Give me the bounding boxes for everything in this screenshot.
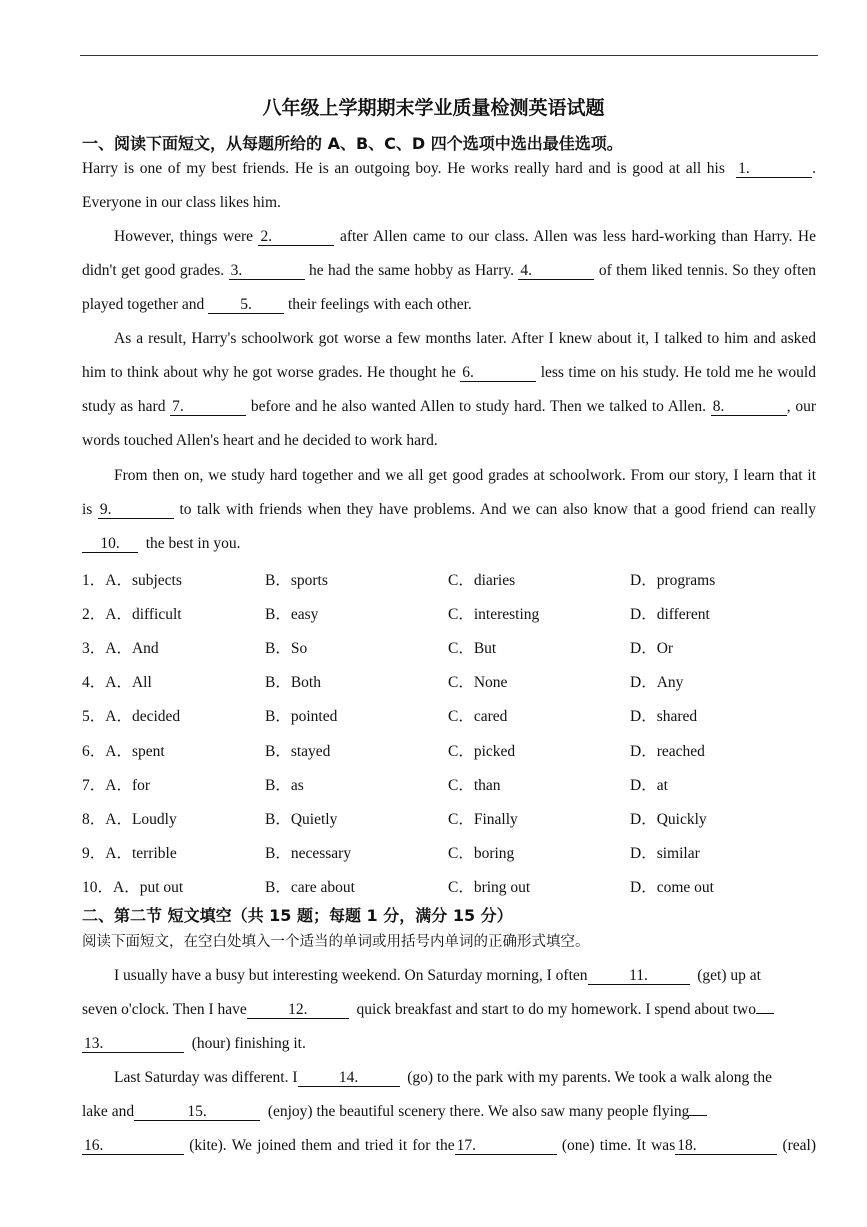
option-choice[interactable]: B．pointed <box>265 708 338 726</box>
passage-line: didn't get good grades. 3. he had the same hobby as Harry. 4. of them liked tennis. So they often <box>82 262 817 279</box>
option-choice[interactable]: C．cared <box>448 708 508 726</box>
blank-4[interactable]: 4. <box>518 262 594 280</box>
blank-18[interactable]: 18. <box>675 1137 777 1155</box>
option-choice[interactable]: C．interesting <box>448 606 540 624</box>
option-choice[interactable]: D．at <box>630 776 668 794</box>
option-choice[interactable]: C．than <box>448 776 501 794</box>
blank-5[interactable]: 5. <box>208 296 284 314</box>
blank-10[interactable]: 10. <box>82 535 138 553</box>
blank-3[interactable]: 3. <box>229 262 305 280</box>
blank-16[interactable]: 16. <box>82 1137 184 1155</box>
option-choice[interactable]: D．reached <box>630 742 705 760</box>
option-row <box>82 704 816 724</box>
option-row <box>82 773 816 793</box>
option-choice[interactable]: C．But <box>448 640 497 658</box>
passage-line: study as hard 7. before and he also wanted Allen to study hard. Then we talked to Allen. 8. , our <box>82 398 817 415</box>
passage-line: Last Saturday was different. I 14. (go) to the park with my parents. We took a walk along the <box>114 1069 773 1086</box>
blank-14[interactable]: 14. <box>298 1069 400 1087</box>
option-choice[interactable]: B．So <box>265 640 308 658</box>
blank-2[interactable]: 2. <box>258 228 334 246</box>
blank-15[interactable]: 15. <box>134 1103 260 1121</box>
option-choice[interactable]: 5．A．decided <box>82 708 181 726</box>
option-choice[interactable]: D．similar <box>630 844 700 862</box>
option-choice[interactable]: D．Quickly <box>630 810 707 828</box>
option-choice[interactable]: 7．A．for <box>82 776 151 794</box>
section-1-heading: 一、阅读下面短文，从每题所给的 A、B、C、D 四个选项中选出最佳选项。 <box>82 134 623 153</box>
blank-6[interactable]: 6. <box>460 364 536 382</box>
option-row <box>82 568 816 588</box>
passage-line: him to think about why he got worse grades. He thought he 6. less time on his study. He told me he would <box>82 364 816 381</box>
blank-1[interactable]: 1. <box>736 160 812 178</box>
option-choice[interactable]: B．stayed <box>265 742 331 760</box>
passage-line: From then on, we study hard together and we all get good grades at schoolwork. From our story, I learn that it <box>114 467 816 484</box>
top-rule <box>80 55 818 56</box>
option-row <box>82 602 816 622</box>
instruction: 阅读下面短文，在空白处填入一个适当的单词或用括号内单词的正确形式填空。 <box>82 934 590 950</box>
passage-line: 16. (kite). We joined them and tried it for the 17. (one) time. It was 18. (real) <box>84 1137 817 1154</box>
option-choice[interactable]: 4．A．All <box>82 674 152 692</box>
blank-13-start[interactable] <box>756 1013 774 1014</box>
option-choice[interactable]: C．boring <box>448 844 515 862</box>
page-title: 八年级上学期期末学业质量检测英语试题 <box>262 97 605 119</box>
option-row <box>82 739 816 759</box>
passage-line: As a result, Harry's schoolwork got worse a few months later. After I knew about it, I talked to him and asked <box>114 330 816 347</box>
option-choice[interactable]: C．picked <box>448 742 516 760</box>
blank-13[interactable]: 13. <box>82 1035 184 1053</box>
blank-8[interactable]: 8. <box>711 398 787 416</box>
option-row <box>82 807 816 827</box>
option-choice[interactable]: 3．A．And <box>82 640 159 658</box>
option-choice[interactable]: B．sports <box>265 572 328 589</box>
option-row <box>82 875 816 895</box>
passage-line: played together and 5. their feelings with each other. <box>82 296 472 313</box>
passage-line: words touched Allen's heart and he decided to work hard. <box>82 432 438 449</box>
option-choice[interactable]: 6．A．spent <box>82 742 165 760</box>
option-row <box>82 670 816 690</box>
passage-line: lake and 15. (enjoy) the beautiful scenery there. We also saw many people flying <box>82 1102 816 1122</box>
option-choice[interactable]: B．care about <box>265 878 355 896</box>
option-choice[interactable]: D．different <box>630 606 710 624</box>
option-choice[interactable]: 2．A．difficult <box>82 606 182 624</box>
option-choice[interactable]: 1．A．subjects <box>82 572 182 589</box>
option-choice[interactable]: 8．A．Loudly <box>82 810 177 828</box>
blank-16-start[interactable] <box>689 1115 707 1116</box>
blank-11[interactable]: 11. <box>588 967 690 985</box>
option-choice[interactable]: D．shared <box>630 708 698 726</box>
passage-line: Everyone in our class likes him. <box>82 194 281 211</box>
option-choice[interactable]: C．diaries <box>448 572 516 589</box>
passage-line: However, things were 2. after Allen came to our class. Allen was less hard-working than Harry. He <box>114 228 817 245</box>
passage-line: I usually have a busy but interesting weekend. On Saturday morning, I often 11. (get) up at <box>114 967 761 984</box>
option-row <box>82 841 816 861</box>
blank-12[interactable]: 12. <box>247 1001 349 1019</box>
option-choice[interactable]: C．None <box>448 674 508 692</box>
passage-line: is 9. to talk with friends when they have problems. And we can also know that a good friend can really <box>82 501 817 518</box>
passage-line: Harry is one of my best friends. He is an outgoing boy. He works really hard and is good at all his 1. . <box>82 160 817 177</box>
option-choice[interactable]: D．Any <box>630 674 684 692</box>
blank-9[interactable]: 9. <box>98 501 174 519</box>
blank-17[interactable]: 17. <box>455 1137 557 1155</box>
option-choice[interactable]: D．programs <box>630 572 716 589</box>
option-choice[interactable]: D．Or <box>630 640 674 658</box>
option-choice[interactable]: 10．A．put out <box>82 878 184 896</box>
option-choice[interactable]: C．Finally <box>448 810 518 828</box>
option-choice[interactable]: 9．A．terrible <box>82 844 177 862</box>
option-choice[interactable]: B．Quietly <box>265 810 338 828</box>
option-choice[interactable]: B．easy <box>265 606 319 624</box>
option-choice[interactable]: D．come out <box>630 878 714 896</box>
option-choice[interactable]: B．as <box>265 776 304 794</box>
blank-7[interactable]: 7. <box>170 398 246 416</box>
passage-line: 13. (hour) finishing it. <box>84 1035 306 1052</box>
option-row <box>82 636 816 656</box>
section-2-heading: 二、第二节 短文填空（共 15 题；每题 1 分，满分 15 分） <box>82 906 513 925</box>
passage-line: seven o'clock. Then I have 12. quick breakfast and start to do my homework. I spend about two <box>82 1000 816 1020</box>
option-choice[interactable]: C．bring out <box>448 878 531 896</box>
option-choice[interactable]: B．Both <box>265 674 321 692</box>
option-choice[interactable]: B．necessary <box>265 844 352 862</box>
passage-line: 10. the best in you. <box>82 534 816 554</box>
